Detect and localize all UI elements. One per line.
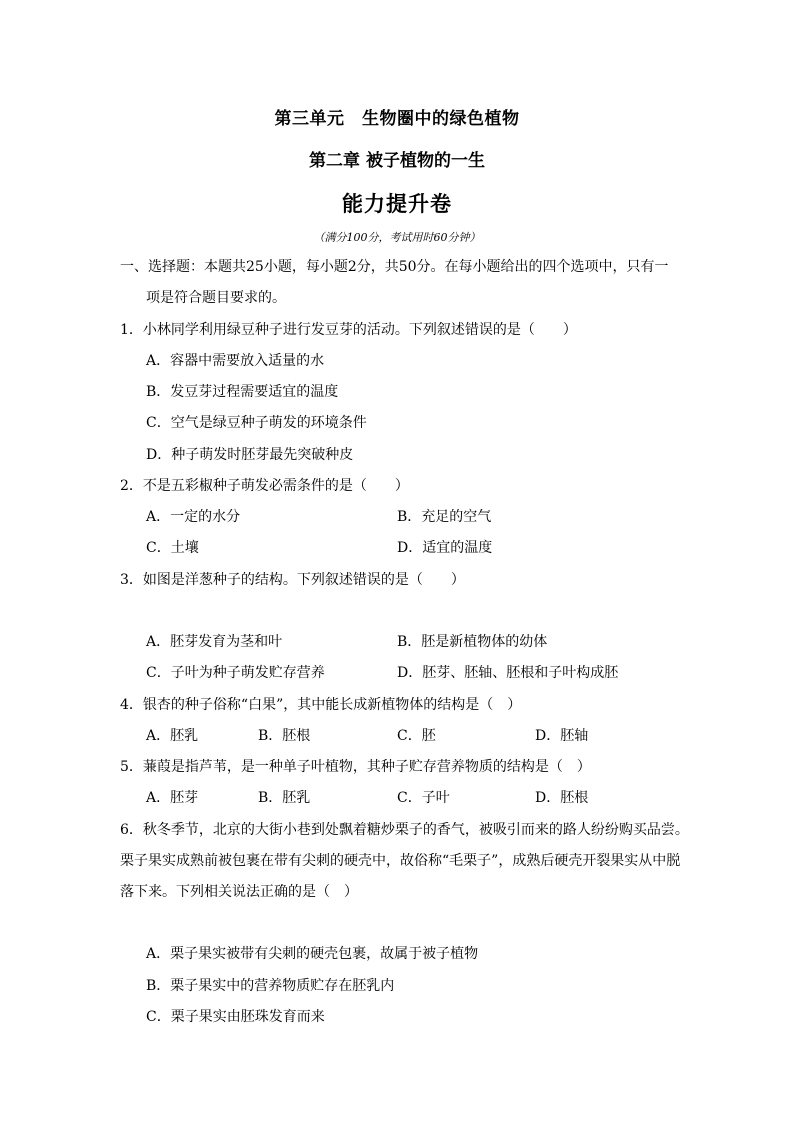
question-5-option-a: A．胚芽 xyxy=(146,790,199,806)
question-5-option-b: B．胚乳 xyxy=(258,790,311,806)
question-3-option-d: D．胚芽、胚轴、胚根和子叶构成胚 xyxy=(397,665,619,681)
question-3-stem: 3．如图是洋葱种子的结构。下列叙述错误的是（ ） xyxy=(120,572,465,588)
question-2-option-a: A．一定的水分 xyxy=(146,509,241,525)
question-3-option-a: A．胚芽发育为茎和叶 xyxy=(146,634,283,650)
question-6-stem-line1: 6．秋冬季节，北京的大街小巷到处飘着糖炒栗子的香气，被吸引而来的路人纷纷购买品尝。 xyxy=(120,822,689,838)
paper-subtitle: （满分100分，考试用时60分钟） xyxy=(313,231,481,244)
question-1-option-a: A．容器中需要放入适量的水 xyxy=(146,353,325,369)
question-5-option-d: D．胚根 xyxy=(535,790,589,806)
question-5-option-c: C．子叶 xyxy=(397,790,450,806)
question-2-option-b: B．充足的空气 xyxy=(397,509,492,525)
question-1-option-d: D．种子萌发时胚芽最先突破种皮 xyxy=(146,447,354,463)
question-6-option-b: B．栗子果实中的营养物质贮存在胚乳内 xyxy=(146,978,395,994)
question-4-option-b: B．胚根 xyxy=(258,728,311,744)
question-4-option-a: A．胚乳 xyxy=(146,728,199,744)
question-4-stem: 4．银杏的种子俗称“白果”，其中能长成新植物体的结构是（ ） xyxy=(120,697,522,713)
question-6-stem-line3: 落下来。下列相关说法正确的是（ ） xyxy=(120,884,358,900)
question-4-option-d: D．胚轴 xyxy=(535,728,589,744)
question-6-stem-line2: 栗子果实成熟前被包裹在带有尖刺的硬壳中，故俗称“毛栗子”，成熟后硬壳开裂果实从中脱 xyxy=(120,853,681,869)
question-5-stem: 5．蒹葭是指芦苇，是一种单子叶植物，其种子贮存营养物质的结构是（ ） xyxy=(120,759,591,775)
question-3-option-b: B．胚是新植物体的幼体 xyxy=(397,634,548,650)
question-2-stem: 2．不是五彩椒种子萌发必需条件的是（ ） xyxy=(120,478,409,494)
question-6-option-a: A．栗子果实被带有尖刺的硬壳包裹，故属于被子植物 xyxy=(146,946,479,962)
question-3-option-c: C．子叶为种子萌发贮存营养 xyxy=(146,665,325,681)
chapter-title: 第二章 被子植物的一生 xyxy=(309,151,485,171)
question-2-option-d: D．适宜的温度 xyxy=(397,540,493,556)
question-1-stem: 1．小林同学利用绿豆种子进行发豆芽的活动。下列叙述错误的是（ ） xyxy=(120,322,577,338)
question-1-option-c: C．空气是绿豆种子萌发的环境条件 xyxy=(146,415,367,431)
section-heading-line1: 一、选择题：本题共25小题，每小题2分，共50分。在每小题给出的四个选项中，只有一 xyxy=(120,259,669,275)
question-4-option-c: C．胚 xyxy=(397,728,436,744)
section-heading-line2: 项是符合题目要求的。 xyxy=(146,290,286,306)
question-6-option-c: C．栗子果实由胚珠发育而来 xyxy=(146,1009,325,1025)
question-1-option-b: B．发豆芽过程需要适宜的温度 xyxy=(146,384,339,400)
paper-title: 能力提升卷 xyxy=(342,191,452,216)
question-2-option-c: C．土壤 xyxy=(146,540,199,556)
unit-title: 第三单元 生物圈中的绿色植物 xyxy=(274,109,520,129)
